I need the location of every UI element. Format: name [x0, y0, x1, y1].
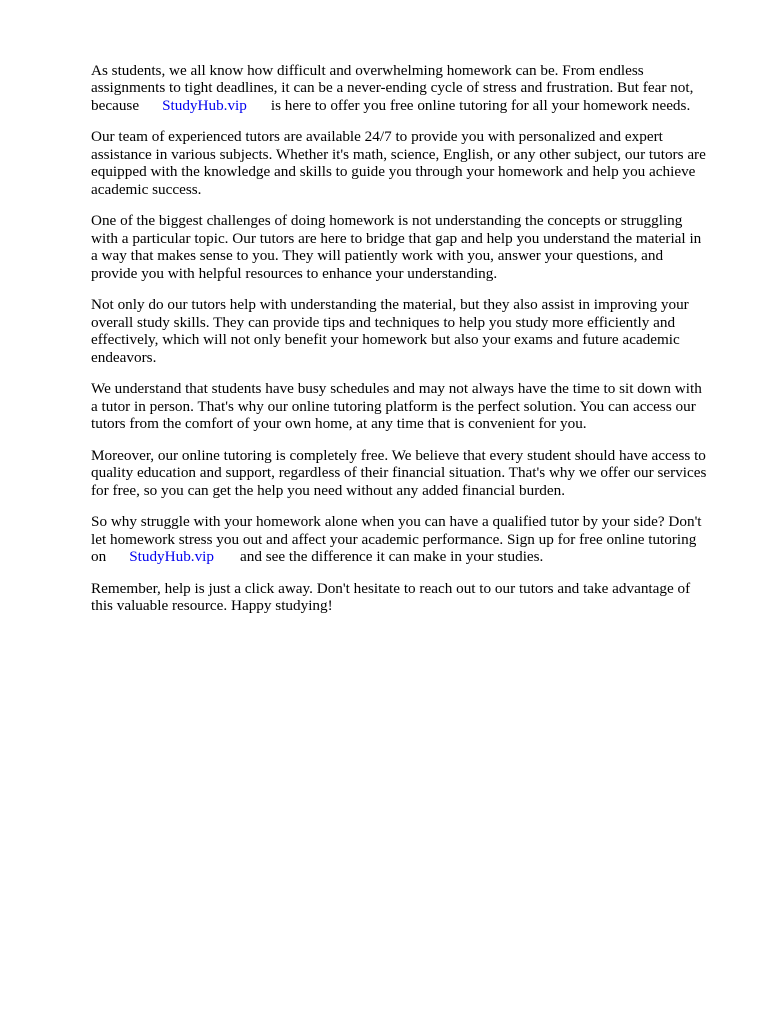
paragraph-1-line-3-after: is here to offer you free online tutoring for all your homework needs. [270, 97, 691, 114]
paragraph-7-line-3 [91, 548, 543, 565]
paragraph-7-line-3-after: and see the difference it can make in your studies. [240, 548, 544, 565]
paragraph-8-line-2: this valuable resource. Happy studying! [91, 597, 333, 614]
paragraph-3-line-3: a way that makes sense to you. They will patiently work with you, answer your questions, and [91, 247, 664, 264]
paragraph-1-line-3-before: because [91, 97, 140, 114]
paragraph-2-line-1: Our team of experienced tutors are available 24/7 to provide you with personalized and expert [91, 128, 663, 145]
paragraph-4-line-2: overall study skills. They can provide tips and techniques to help you study more efficiently and [91, 314, 676, 331]
paragraph-5-line-1: We understand that students have busy schedules and may not always have the time to sit down with [91, 380, 702, 397]
studyhub-link-1[interactable]: StudyHub.vip [162, 97, 247, 114]
paragraph-6-line-1: Moreover, our online tutoring is completely free. We believe that every student should have access to [91, 447, 706, 464]
studyhub-link-2[interactable]: StudyHub.vip [129, 548, 214, 565]
paragraph-4-line-4: endeavors. [91, 349, 157, 366]
paragraph-7-line-3-before: on [91, 548, 107, 565]
paragraph-3-line-4: provide you with helpful resources to enhance your understanding. [91, 265, 498, 282]
paragraph-2-line-4: academic success. [91, 181, 202, 198]
paragraph-3-line-2: with a particular topic. Our tutors are here to bridge that gap and help you understand the material in [91, 230, 702, 247]
paragraph-4-line-3: effectively, which will not only benefit your homework but also your exams and future academic [91, 331, 680, 348]
paragraph-4-line-1: Not only do our tutors help with understanding the material, but they also assist in improving your [91, 296, 689, 313]
paragraph-1-line-1: As students, we all know how difficult and overwhelming homework can be. From endless [91, 62, 644, 79]
paragraph-6-line-3: for free, so you can get the help you need without any added financial burden. [91, 482, 566, 499]
paragraph-1-line-3 [91, 97, 690, 114]
paragraph-1-line-2: assignments to tight deadlines, it can be a never-ending cycle of stress and frustration. But fear not, [91, 79, 694, 96]
paragraph-8-line-1: Remember, help is just a click away. Don't hesitate to reach out to our tutors and take advantage of [91, 580, 691, 597]
paragraph-5-line-2: a tutor in person. That's why our online tutoring platform is the perfect solution. You can access our [91, 398, 696, 415]
paragraph-2-line-3: equipped with the knowledge and skills to guide you through your homework and help you achieve [91, 163, 696, 180]
paragraph-7-line-1: So why struggle with your homework alone when you can have a qualified tutor by your side? Don't [91, 513, 702, 530]
paragraph-3-line-1: One of the biggest challenges of doing homework is not understanding the concepts or struggling [91, 212, 683, 229]
paragraph-2-line-2: assistance in various subjects. Whether it's math, science, English, or any other subject, our tutors are [91, 146, 706, 163]
paragraph-5-line-3: tutors from the comfort of your own home, at any time that is convenient for you. [91, 415, 587, 432]
paragraph-7-line-2: let homework stress you out and affect your academic performance. Sign up for free online tutoring [91, 531, 697, 548]
paragraph-6-line-2: quality education and support, regardless of their financial situation. That's why we offer our services [91, 464, 707, 481]
